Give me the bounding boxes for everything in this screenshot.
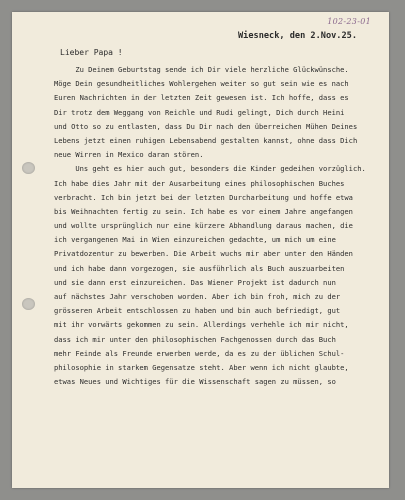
letter-line: Euren Nachrichten in der letzten Zeit gewesen ist. Ich hoffe, dass es bbox=[54, 93, 349, 103]
letter-line: auf nächstes Jahr verschoben worden. Aber ich bin froh, mich zu der bbox=[54, 292, 341, 301]
letter-line: neue Wirren in Mexico daran stören. bbox=[54, 150, 204, 160]
archive-number: 102-23-01 bbox=[327, 17, 371, 26]
letter-line: mit ihr vorwärts gekommen zu sein. Allerdings verhehle ich mir nicht, bbox=[54, 320, 349, 330]
letter-line: und ich habe dann vorgezogen, sie ausführlich als Buch auszuarbeiten bbox=[54, 263, 345, 273]
letter-line: Möge Dein gesundheitliches Wohlergehen weiter so gut sein wie es nach bbox=[54, 79, 349, 89]
letter-line: Uns geht es hier auch gut, besonders die Kinder gedeihen vorzüglich. bbox=[54, 164, 366, 174]
punch-hole bbox=[22, 298, 35, 310]
letter-line: Dir trotz dem Weggang von Reichle und Rudi gelingt, Dich durch Heini bbox=[54, 107, 345, 117]
letter-line: Ich habe dies Jahr mit der Ausarbeitung eines philosophischen Buches bbox=[54, 178, 345, 188]
letter-line: Lebens jetzt einen ruhigen Lebensabend gestalten kannst, ohne dass Dich bbox=[54, 135, 358, 145]
salutation: Lieber Papa ! bbox=[60, 48, 123, 57]
letter-line: Privatdozentur zu bewerben. Die Arbeit wuchs mir aber unter den Händen bbox=[54, 249, 353, 259]
letter-line: und Otto so zu entlasten, dass Du Dir nach den überreichen Mühen Deines bbox=[54, 121, 358, 131]
letter-line: grösseren Arbeit entschlossen zu haben und bin auch befriedigt, gut bbox=[54, 306, 341, 316]
place-date: Wiesneck, den 2.Nov.25. bbox=[238, 31, 357, 41]
letter-line: bis Weihnachten fertig zu sein. Ich habe es vor einem Jahre angefangen bbox=[54, 206, 353, 216]
letter-line: etwas Neues und Wichtiges für die Wissenschaft sagen zu müssen, so bbox=[54, 377, 336, 387]
letter-line: verbracht. Ich bin jetzt bei der letzten Durcharbeitung und hoffe etwa bbox=[54, 192, 353, 202]
letter-line: ich vergangenen Mai in Wien einzureichen gedachte, um mich um eine bbox=[54, 235, 336, 245]
letter-line: mehr Feinde als Freunde erwerben werde, da es zu der üblichen Schul- bbox=[54, 348, 345, 358]
letter-page bbox=[12, 12, 389, 488]
letter-line: und sie dann erst einzureichen. Das Wiener Projekt ist dadurch nun bbox=[54, 277, 336, 287]
letter-line: philosophie in starkem Gegensatze steht. Aber wenn ich nicht glaubte, bbox=[54, 362, 349, 372]
letter-line: dass ich mir unter den philosophischen Fachgenossen durch das Buch bbox=[54, 334, 336, 344]
punch-hole bbox=[22, 162, 35, 174]
letter-line: und wollte ursprünglich nur eine kürzere Abhandlung daraus machen, die bbox=[54, 221, 353, 231]
letter-line: Zu Deinem Geburtstag sende ich Dir viele herzliche Glückwünsche. bbox=[54, 65, 349, 74]
letter-body bbox=[54, 63, 379, 389]
